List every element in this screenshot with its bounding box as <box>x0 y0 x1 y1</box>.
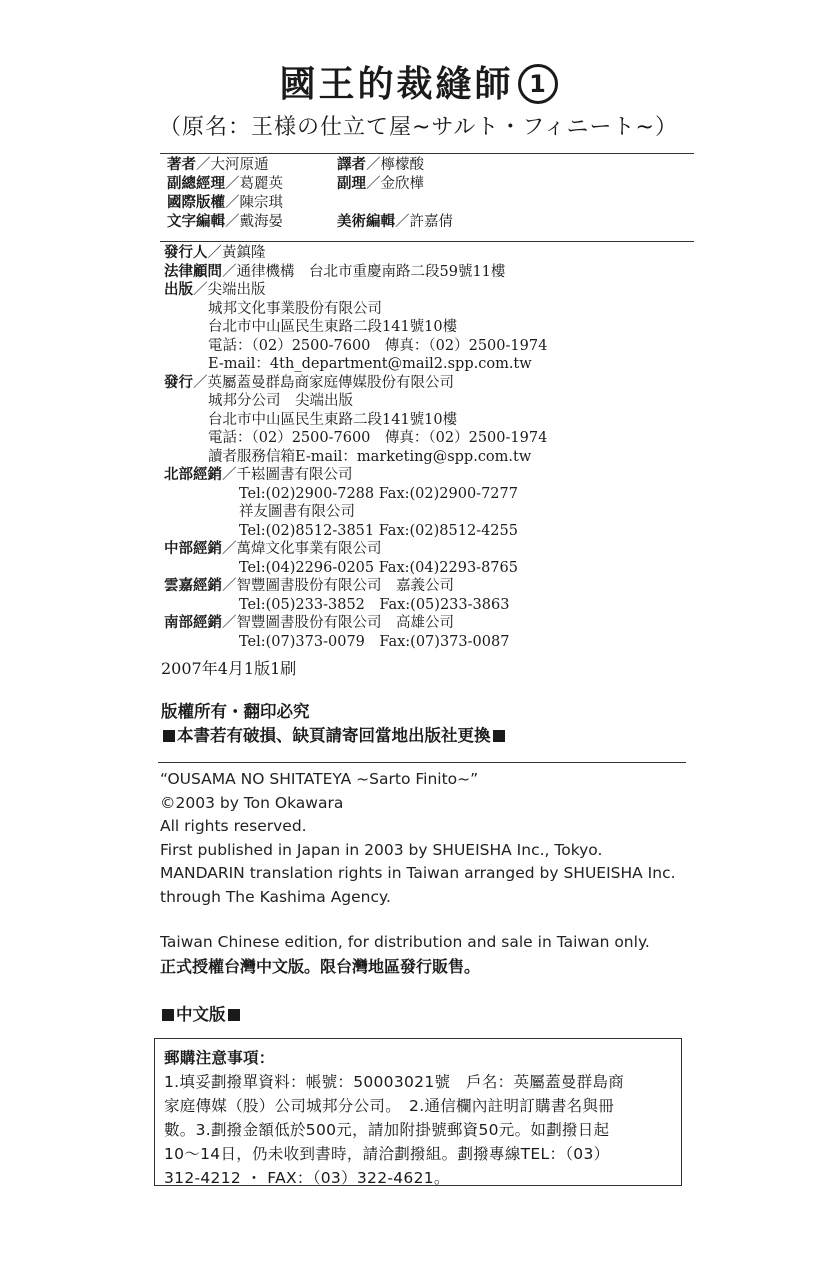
pub-line: E-mail：4th_department@mail2.spp.com.tw <box>208 356 532 372</box>
issue-line: 電話：（02）2500-7600 傳真：（02）2500-1974 <box>208 430 548 446</box>
book-title: 國王的裁縫師 1 <box>0 56 837 107</box>
english-line: All rights reserved. <box>160 817 307 835</box>
pub-house: ／尖端出版 <box>193 282 266 298</box>
issue-line: 台北市中山區民生東路二段141號10樓 <box>208 411 458 428</box>
publisher-label: 發行人 <box>164 245 208 261</box>
rights-line: 版權所有・翻印必究 <box>161 702 310 721</box>
north-line: Tel:(02)2900-7288 Fax:(02)2900-7277 <box>239 485 518 502</box>
issuer: ／英屬蓋曼群島商家庭傳媒股份有限公司 <box>193 374 454 391</box>
author-label: 著者 <box>167 157 196 173</box>
art-editor: ／許嘉倩 <box>395 214 453 230</box>
divider <box>158 762 686 763</box>
deputy: ／金欣樺 <box>366 176 424 192</box>
english-line: “OUSAMA NO SHITATEYA ~Sarto Finito~” <box>160 770 479 788</box>
central-dist-label: 中部經銷 <box>164 541 222 557</box>
black-square-icon <box>162 1009 174 1021</box>
issue-label: 發行 <box>164 374 193 391</box>
english-line: ©2003 by Ton Okawara <box>160 793 344 812</box>
south-line: Tel:(07)373-0079 Fax:(07)373-0087 <box>239 633 510 650</box>
taiwan-edition-en: Taiwan Chinese edition, for distribution and sale in Taiwan only. <box>160 933 650 951</box>
translator: ／檸檬酸 <box>366 157 424 173</box>
yunjia-dist: ／智豐圖書股份有限公司 嘉義公司 <box>222 578 454 594</box>
taiwan-edition-zh: 正式授權台灣中文版。限台灣地區發行販售。 <box>160 956 481 976</box>
author: ／大河原遁 <box>196 157 269 173</box>
divider <box>160 153 694 154</box>
north-line: 祥友圖書有限公司 <box>239 504 355 520</box>
english-copyright <box>160 768 676 978</box>
issue-line: 讀者服務信箱E-mail：marketing@spp.com.tw <box>208 448 532 465</box>
publishing-block <box>164 244 704 651</box>
original-title: （原名：王様の仕立て屋~サルト・フィニート~） <box>158 115 678 140</box>
art-editor-label: 美術編輯 <box>337 214 395 230</box>
notice-line: 312-4212 ・ FAX：（03）322-4621。 <box>164 1169 450 1187</box>
translator-label: 譯者 <box>337 157 366 173</box>
intl-rights-label: 國際版權 <box>167 195 225 211</box>
north-dist-label: 北部經銷 <box>164 467 222 483</box>
issue-line: 城邦分公司 尖端出版 <box>208 393 353 409</box>
deputy-label: 副理 <box>337 176 366 192</box>
notice-line: 數。3.劃撥金額低於500元，請加附掛號郵資50元。如劃撥日起 <box>164 1121 610 1139</box>
yunjia-line: Tel:(05)233-3852 Fax:(05)233-3863 <box>239 596 510 613</box>
english-line: MANDARIN translation rights in Taiwan arranged by SHUEISHA Inc. <box>160 864 676 882</box>
edition-date: 2007年4月1版1刷 <box>161 659 297 678</box>
south-dist: ／智豐圖書股份有限公司 高雄公司 <box>222 615 454 631</box>
black-square-icon <box>493 730 505 742</box>
pub-line: 城邦文化事業股份有限公司 <box>208 300 382 317</box>
editor: ／戴海晏 <box>225 214 283 230</box>
south-dist-label: 南部經銷 <box>164 615 222 631</box>
north-line: Tel:(02)8512-3851 Fax:(02)8512-4255 <box>239 522 518 539</box>
publisher: ／黃鎮隆 <box>207 245 266 261</box>
divider <box>160 241 694 242</box>
black-square-icon <box>228 1009 240 1021</box>
notice-line: 1.填妥劃撥單資料：帳號：50003021號 戶名：英屬蓋曼群島商 <box>164 1073 625 1091</box>
notice-line: 家庭傳媒（股）公司城邦分公司。 2.通信欄內註明訂購書名與冊 <box>164 1097 615 1115</box>
pub-line: 電話：（02）2500-7600 傳真：（02）2500-1974 <box>208 337 548 354</box>
black-square-icon <box>163 730 175 742</box>
vp: ／葛麗英 <box>225 176 283 192</box>
legal-counsel: ／通律機構 台北市重慶南路二段59號11樓 <box>222 263 506 280</box>
chinese-edition-label: 中文版 <box>160 1001 242 1025</box>
english-line: through The Kashima Agency. <box>160 887 391 906</box>
central-dist: ／萬煒文化事業有限公司 <box>222 541 382 557</box>
volume-number: 1 <box>518 64 558 104</box>
pub-label: 出版 <box>164 282 193 298</box>
vp-label: 副總經理 <box>167 176 225 192</box>
legal-label: 法律顧問 <box>164 263 222 280</box>
credits-block <box>167 156 687 232</box>
rights-block <box>161 700 507 748</box>
editor-label: 文字編輯 <box>167 214 225 230</box>
mail-order-notice <box>154 1038 682 1186</box>
notice-line: 10～14日，仍未收到書時，請洽劃撥組。劃撥專線TEL：（03） <box>164 1145 610 1163</box>
rights-line: 本書若有破損、缺頁請寄回當地出版社更換 <box>177 726 491 745</box>
yunjia-dist-label: 雲嘉經銷 <box>164 578 222 594</box>
intl-rights: ／陳宗琪 <box>225 195 283 211</box>
notice-heading: 郵購注意事項： <box>164 1049 275 1067</box>
central-line: Tel:(04)2296-0205 Fax:(04)2293-8765 <box>239 559 518 576</box>
pub-line: 台北市中山區民生東路二段141號10樓 <box>208 319 458 335</box>
english-line: First published in Japan in 2003 by SHUEISHA Inc., Tokyo. <box>160 840 603 859</box>
north-dist: ／千崧圖書有限公司 <box>222 467 353 483</box>
